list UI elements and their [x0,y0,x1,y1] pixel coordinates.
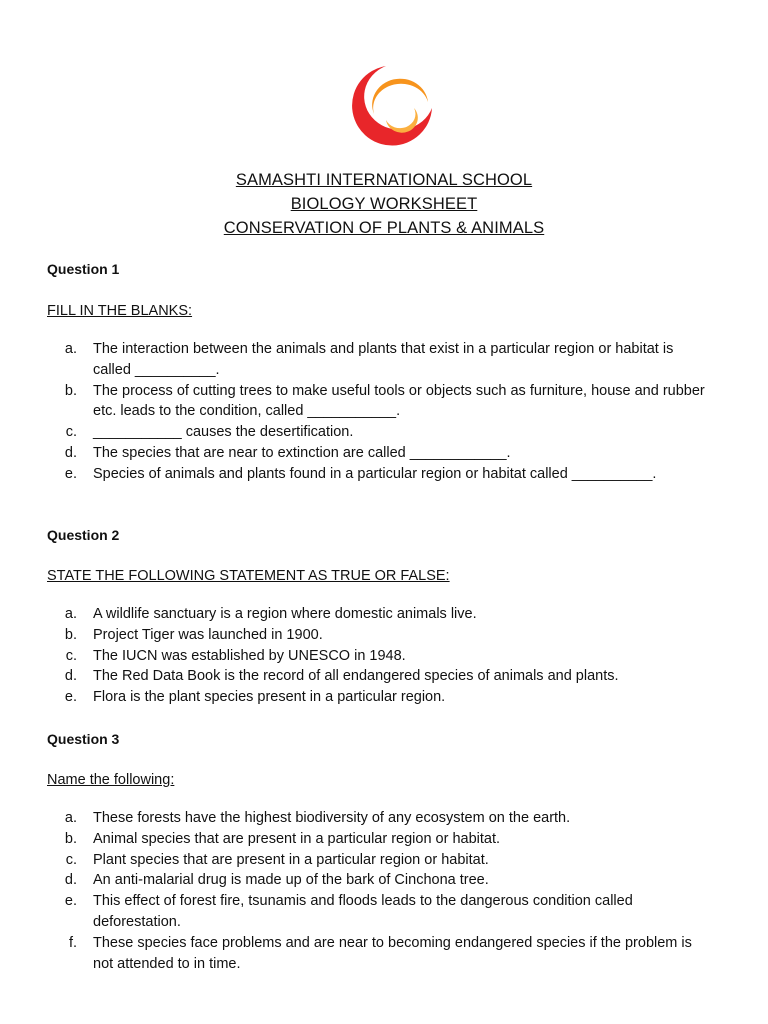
logo-orange-crescent [372,79,428,114]
list-item: d. An anti-malarial drug is made up of the bark of Cinchona tree. [64,872,489,889]
school-logo [336,62,436,146]
list-item: f. These species face problems and are near to becoming endangered species if the problem is not attended to in time. [68,934,692,972]
list-item: c. The IUCN was established by UNESCO in 1948. [65,647,406,664]
list-item: d. The Red Data Book is the record of all endangered species of animals and plants. [64,668,619,685]
question-2-heading: Question 2 [47,527,120,543]
list-item: a. These forests have the highest biodiversity of any ecosystem on the earth. [64,810,571,826]
list-item: b. The process of cutting trees to make useful tools or objects such as furniture, house and rubber etc. leads to the condition, called ___________. [64,382,705,420]
list-item: d. The species that are near to extinction are called ____________. [64,444,511,461]
question-1-instruction: FILL IN THE BLANKS: [47,303,193,319]
worksheet-topic: CONSERVATION OF PLANTS & ANIMALS [223,219,545,237]
list-item: b. Project Tiger was launched in 1900. [64,626,323,643]
logo-red-crescent [352,66,432,146]
question-2-instruction: STATE THE FOLLOWING STATEMENT AS TRUE OR FALSE: [47,568,450,584]
question-1-list [47,339,707,485]
list-item: e. Species of animals and plants found in a particular region or habitat called __________. [64,465,657,482]
list-item: a. The interaction between the animals and plants that exist in a particular region or habitat is called __________. [64,341,674,378]
question-3-list [47,808,707,974]
school-name: SAMASHTI INTERNATIONAL SCHOOL [235,171,533,189]
list-item: c. Plant species that are present in a particular region or habitat. [65,851,489,868]
question-3-heading: Question 3 [47,731,120,747]
worksheet-subject: BIOLOGY WORKSHEET [290,195,478,213]
list-item: c. ___________ causes the desertification. [65,424,354,441]
question-2-list [47,604,707,708]
list-item: b. Animal species that are present in a particular region or habitat. [64,830,501,847]
list-item: e. This effect of forest fire, tsunamis and floods leads to the dangerous condition called deforestation. [64,893,633,930]
worksheet-header [0,168,768,240]
question-1-heading: Question 1 [47,261,120,277]
list-item: a. A wildlife sanctuary is a region where domestic animals live. [64,606,477,622]
list-item: e. Flora is the plant species present in a particular region. [64,689,446,706]
question-3-instruction: Name the following: [47,772,175,788]
